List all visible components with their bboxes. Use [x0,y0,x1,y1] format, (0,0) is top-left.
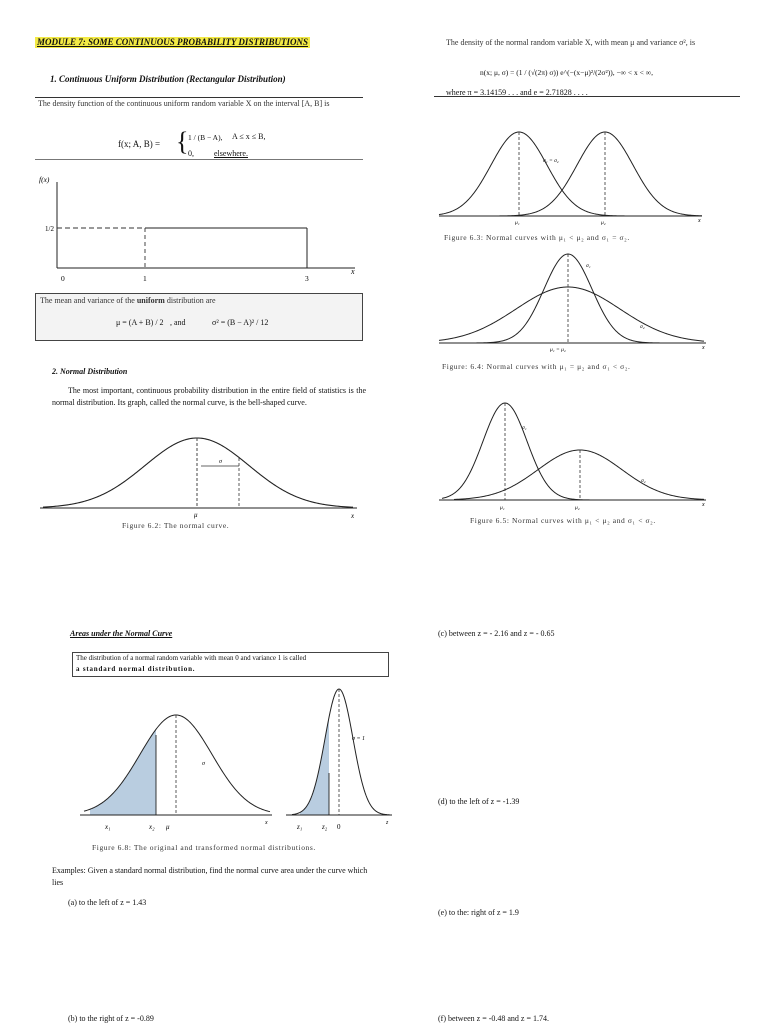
uniform-formula-brace: { [176,127,189,156]
fig65-mu1: μ₁ [500,505,505,511]
fig68-z1: z₁ [297,823,303,831]
fig68-left-sigma: σ [202,761,205,767]
example-e: (e) to the: right of z = 1.9 [438,908,519,917]
uniform-heading: 1. Continuous Uniform Distribution (Rectangular Distribution) [50,74,286,84]
fig65-sigma2: σ₂ [641,478,646,484]
fig64-mu: μ₁ = μ₂ [550,347,566,353]
fig68-z-label: z [386,820,389,826]
example-b: (b) to the right of z = -0.89 [68,1014,154,1023]
uniform-case2-expr: 0, [188,149,194,158]
fig62-x: x [351,512,355,520]
module-title: MODULE 7: SOME CONTINUOUS PROBABILITY DISTRIBUTIONS [37,37,308,47]
fig64-sigma2: σ₂ [640,324,645,330]
example-d: (d) to the left of z = -1.39 [438,797,520,806]
uniform-mean-variance-text [40,296,216,306]
fig68-x1: x₁ [105,823,111,831]
uniform-x-tick-0: 0 [61,274,65,283]
fig62-caption: Figure 6.2: The normal curve. [122,521,230,530]
example-c: (c) between z = - 2.16 and z = - 0.65 [438,629,555,638]
fig65-x: x [702,502,705,508]
uniform-x-tick-1: 1 [143,274,147,283]
uniform-y-label: f(x) [39,175,50,184]
fig63-sigma: σ₁ = σ₂ [543,158,559,164]
fig68-right-curve [292,689,390,815]
fig63-x: x [698,218,701,224]
fig68-z2: z₂ [322,823,328,831]
fig68-x2: x₂ [149,823,155,831]
mv-text-bold: uniform [136,296,165,305]
fig64-curve-wide [439,287,704,341]
figure-6-4 [434,250,734,355]
fig62-curve [43,438,353,507]
uniform-case1-cond: A ≤ x ≤ B, [232,132,266,141]
normal-body: The most important, continuous probability distribution in the entire field of statistics is the normal distribution. Its graph, called the normal curve, is the bell-shaped curve. [52,386,366,407]
uniform-variance-formula: σ² = (B − A)² / 12 [212,318,269,327]
fig65-caption: Figure 6.5: Normal curves with μ₁ < μ₂ and σ₁ < σ₂. [470,516,656,525]
normal-density-formula: n(x; μ, σ) = (1 / (√(2π) σ)) e^(−(x−μ)²/(2σ²)), −∞ < x < ∞, [480,68,653,77]
figure-6-3 [434,118,734,228]
fig68-sigma1: σ = 1 [352,736,366,742]
figure-6-5 [434,395,734,513]
fig64-curve-narrow [474,254,664,343]
standard-normal-box [72,652,389,677]
uniform-case2-cond: elsewhere. [214,149,248,158]
normal-heading: 2. Normal Distribution [52,367,128,376]
uniform-intro-rule [35,97,363,98]
fig63-curve-2 [494,132,702,216]
example-a: (a) to the left of z = 1.43 [68,898,147,907]
uniform-mean-formula: μ = (A + B) / 2 [116,318,164,327]
fig64-sigma1: σ₁ [586,263,591,269]
fig68-mu: μ [166,823,170,831]
uniform-formula-lhs: f(x; A, B) = [118,139,161,149]
normal-where-text: where π = 3.14159 . . . and e = 2.71828 . . . . [446,88,588,97]
fig65-curve-2 [454,450,704,499]
example-f: (f) between z = -0.48 and z = 1.74. [438,1014,549,1023]
uniform-x-label: x [351,267,355,276]
uniform-formula [118,127,338,161]
fig68-x-label: x [265,820,268,826]
uniform-intro: The density function of the continuous uniform random variable X on the interval [A, B] is [38,99,330,108]
uniform-mean-variance-box [35,293,363,341]
figure-6-2 [35,430,365,530]
normal-density-rule [434,96,740,97]
examples-intro: Examples: Given a standard normal distribution, find the normal curve area under the curve which lies [52,866,368,887]
uniform-graph [35,170,365,285]
fig63-mu1: μ₁ [515,220,520,226]
mv-text-post: distribution are [164,296,216,305]
uniform-case1-expr: 1 / (B − A), [188,133,223,142]
fig65-sigma1: σ₁ [522,425,527,431]
fig65-mu2: μ₂ [575,505,580,511]
uniform-formula-rule [35,159,363,160]
standard-box-line1: The distribution of a normal random variable with mean 0 and variance 1 is called [76,654,307,662]
fig68-right-shade [300,717,329,815]
fig63-caption: Figure 6.3: Normal curves with μ₁ < μ₂ and σ₁ = σ₂. [444,233,630,242]
uniform-y-tick: 1/2 [45,225,54,233]
fig62-sigma: σ [219,459,222,465]
uniform-x-tick-3: 3 [305,274,309,283]
fig64-caption: Figure: 6.4: Normal curves with μ₁ = μ₂ and σ₁ < σ₂. [442,362,631,371]
figure-6-8 [60,685,400,835]
areas-heading: Areas under the Normal Curve [70,629,173,638]
standard-box-line2: a standard normal distribution. [76,665,196,673]
fig68-caption: Figure 6.8: The original and transformed normal distributions. [92,843,316,852]
fig63-mu2: μ₂ [601,220,606,226]
mv-text-pre: The mean and variance of the [40,296,137,305]
normal-density-text: The density of the normal random variable X, with mean μ and variance σ², is [446,38,696,47]
uniform-and: , and [170,318,186,327]
fig62-mu: μ [194,511,198,519]
fig68-left-shade [90,729,156,815]
fig64-x: x [702,345,705,351]
fig68-zero: 0 [337,823,341,831]
